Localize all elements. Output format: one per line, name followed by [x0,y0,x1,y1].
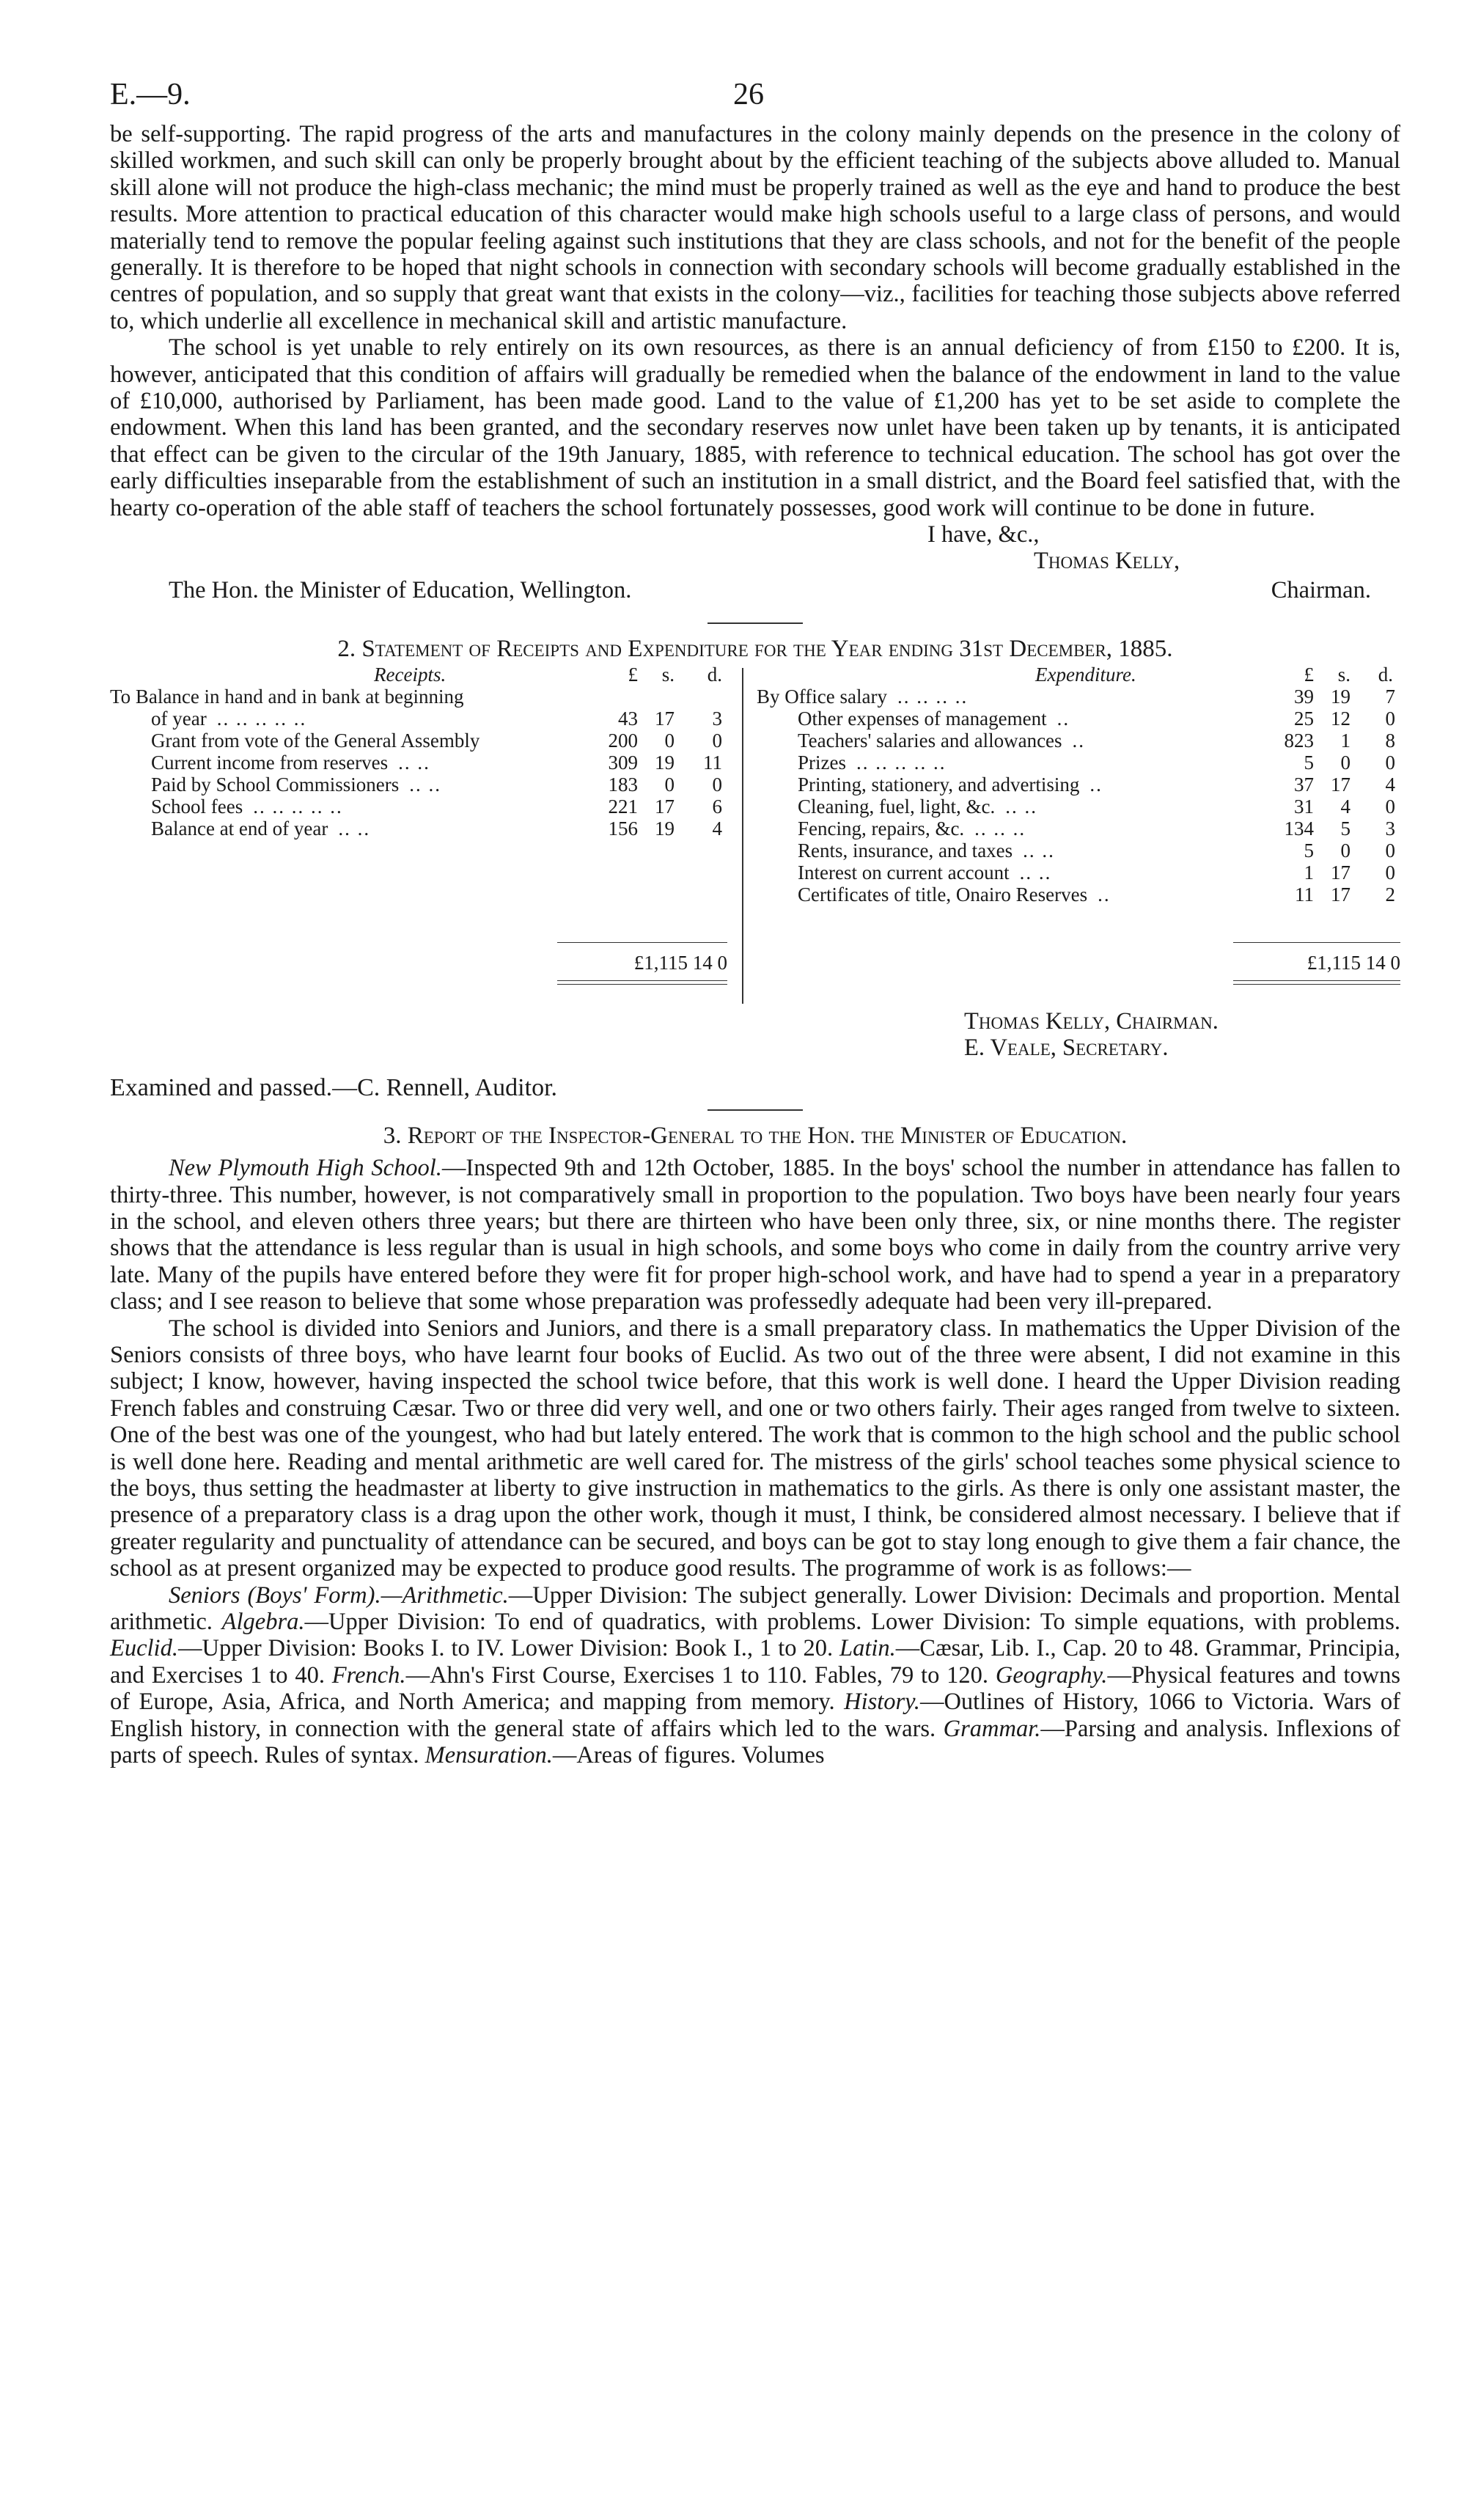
expenditure-shillings: 4 [1340,796,1350,818]
letter-signatory-row [110,548,1400,574]
expenditure-pounds: 1 [1304,862,1314,884]
receipts-label: Grant from vote of the General Assembly [151,730,480,752]
expenditure-pence: 0 [1385,796,1395,818]
programme-text: —Physical features and towns of Europe, Asia, Africa, and North America; and mapping from memory. [110,1661,1400,1716]
expenditure-pounds: 37 [1294,774,1314,796]
programme-of-work [110,1582,1400,1769]
expenditure-row [757,708,1400,730]
programme-subject: Seniors (Boys' Form).—Arithmetic. [169,1582,509,1609]
expenditure-label: Printing, stationery, and advertising [798,774,1080,796]
programme-subject: French. [331,1661,406,1689]
programme-subject: Grammar. [943,1715,1041,1742]
programme-text: —Upper Division: The subject generally. Lower Division: Decimals and proportion. Mental arithmetic. [110,1582,1400,1635]
programme-text: —Upper Division: To end of quadratics, with problems. Lower Division: To simple equations, with problems. [304,1609,1400,1635]
receipts-rows [110,686,727,840]
expenditure-row [757,818,1400,840]
expenditure-shillings-unit: s. [1337,664,1350,686]
receipts-dots: .. .. [409,774,441,796]
receipts-pounds: 221 [608,796,638,818]
receipts-pence: 3 [712,708,722,730]
receipts-row [110,774,727,796]
section-separator [708,622,803,624]
expenditure-shillings: 1 [1340,730,1350,752]
receipts-shillings: 0 [664,774,675,796]
expenditure-pounds: 5 [1304,840,1314,862]
receipts-pence: 4 [712,818,722,840]
expenditure-pounds: 5 [1304,752,1314,774]
report-paragraph-1-text: —Inspected 9th and 12th October, 1885. In the boys' school the number in attendance has fallen to thirty-three. This number, however, is not comparatively small in proportion to the population. Two boys have been nearly four years in the school, and eleven others three years; but there are thirteen who have been only three, six, or nine months there. The register shows that the attendance is less regular than is usual in high schools, and some boys who come in daily from the country arrive very late. Many of the pupils have entered before they were fit for proper high-school work, and have had to spend a year in a preparatory class; and I see reason to believe that some whose preparation was professedly adequate had been very ill-prepared. [110,1155,1401,1315]
receipts-row [110,686,727,708]
expenditure-label: Rents, insurance, and taxes [798,840,1013,862]
programme-text: —Ahn's First Course, Exercises 1 to 110. Fables, 79 to 120. [405,1661,996,1689]
receipts-shillings: 19 [655,818,675,840]
programme-subject: Latin. [839,1635,896,1662]
expenditure-shillings: 12 [1331,708,1350,730]
expenditure-title: Expenditure. [1035,664,1136,686]
receipts-shillings: 17 [655,708,675,730]
expenditure-dots: .. .. .. .. [897,686,969,708]
receipts-label: To Balance in hand and in bank at beginning [110,686,464,708]
programme-text: —Cæsar, Lib. I., Cap. 20 to 48. Grammar, Principia, and Exercises 1 to 40. [110,1635,1400,1689]
receipts-row [110,752,727,774]
expenditure-row [757,686,1400,708]
intro-paragraph: be self-supporting. The rapid progress of the arts and manufactures in the colony mainly depends on the presence in the colony of skilled workmen, and such skill can only be properly brought about by the efficient teaching of the subjects above alluded to. Manual skill alone will not produce the high-class mechanic; the mind must be properly trained as well as the eye and hand to produce the best results. More attention to practical education of this character would make high schools useful to a large class of persons, and would materially tend to remove the popular feeling against such institutions that they are class schools, and not for the benefit of the people generally. It is therefore to be hoped that night schools in connection with secondary schools will become gradually established in the centres of population, and so supply that great want that exists in the colony—viz., facilities for teaching those subjects above referred to, which underlie all excellence in mechanical skill and artistic manufacture. [110,121,1400,334]
receipts-dots: .. .. [398,752,430,774]
receipts-pence: 6 [712,796,722,818]
receipts-header [110,664,727,686]
receipts-row [110,708,727,730]
expenditure-pence: 2 [1385,884,1395,906]
expenditure-shillings: 0 [1340,752,1350,774]
expenditure-pence: 0 [1385,840,1395,862]
expenditure-shillings: 19 [1331,686,1350,708]
expenditure-pence: 3 [1385,818,1395,840]
expenditure-header [757,664,1400,686]
expenditure-pence: 7 [1385,686,1395,708]
letter-signoff-row [110,521,1400,548]
receipts-row [110,730,727,752]
expenditure-shillings: 0 [1340,840,1350,862]
report-school-name: New Plymouth High School. [169,1155,442,1182]
receipts-pence: 11 [703,752,722,774]
expenditure-row [757,796,1400,818]
receipts-pounds-unit: £ [628,664,638,686]
expenditure-label: Other expenses of management [798,708,1047,730]
expenditure-dots: .. .. [1019,862,1052,884]
programme-subject: Algebra. [221,1609,305,1635]
receipts-total-rule [557,942,727,943]
expenditure-pence-unit: d. [1378,664,1393,686]
expenditure-total-rule [1233,942,1400,943]
expenditure-pounds: 11 [1295,884,1314,906]
letter-title: Chairman. [1271,577,1371,604]
receipts-pence: 0 [712,730,722,752]
expenditure-label: Teachers' salaries and allowances [798,730,1062,752]
expenditure-pounds: 823 [1284,730,1314,752]
auditor-line: Examined and passed.—C. Rennell, Auditor. [110,1074,558,1102]
expenditure-row [757,862,1400,884]
programme-subject: Mensuration. [425,1742,553,1769]
receipts-label: Paid by School Commissioners [151,774,400,796]
expenditure-dots: .. .. .. .. .. [856,752,947,774]
receipts-column [110,664,727,974]
expenditure-shillings: 5 [1340,818,1350,840]
programme-subject: Euclid. [110,1635,178,1662]
receipts-shillings: 0 [664,730,675,752]
letter-sign-off: I have, &c., [927,521,1040,548]
receipts-dots: .. .. .. .. .. [253,796,343,818]
expenditure-total-underline [1233,980,1400,981]
section-separator-2 [708,1109,803,1111]
letter-address-row [110,577,1400,603]
expenditure-label: Interest on current account [798,862,1010,884]
letter-signatory: Thomas Kelly, [1034,548,1180,575]
receipts-dots: .. .. [338,818,371,840]
expenditure-dots: .. .. .. [974,818,1026,840]
statement-chairman: Thomas Kelly, Chairman. [964,1008,1219,1035]
expenditure-shillings: 17 [1331,862,1350,884]
programme-text: —Parsing and analysis. Inflexions of parts of speech. Rules of syntax. [110,1715,1400,1769]
expenditure-row [757,752,1400,774]
expenditure-total: £1,115 14 0 [1307,952,1400,974]
receipts-label: Current income from reserves [151,752,389,774]
receipts-pounds: 309 [608,752,638,774]
expenditure-row [757,884,1400,905]
receipts-pounds: 43 [618,708,638,730]
programme-text: —Outlines of History, 1066 to Victoria. Wars of English history, in connection with the general state of affairs which led to the wars. [110,1689,1401,1742]
page-header [110,70,1400,121]
expenditure-dots: .. [1056,708,1070,730]
statement-secretary: E. Veale, Secretary. [964,1035,1169,1062]
expenditure-pounds: 39 [1294,686,1314,708]
programme-text: —Upper Division: Books I. to IV. Lower Division: Book I., 1 to 20. [177,1635,840,1662]
expenditure-label: Fencing, repairs, &c. [798,818,965,840]
programme-subject: Geography. [995,1661,1108,1689]
expenditure-label: By Office salary [757,686,887,708]
expenditure-dots: .. [1098,884,1111,906]
expenditure-label: Prizes [798,752,846,774]
expenditure-rows [757,686,1400,905]
page-number: 26 [733,78,764,111]
expenditure-shillings: 17 [1331,884,1350,906]
document-reference: E.—9. [110,78,191,111]
expenditure-pounds-unit: £ [1304,664,1314,686]
programme-text: —Areas of figures. Volumes [552,1742,825,1769]
second-paragraph: The school is yet unable to rely entirely on its own resources, as there is an annual deficiency of from £150 to £200. It is, however, anticipated that this condition of affairs will gradually be remedied when the balance of the endowment in land to the value of £10,000, authorised by Parliament, has been made good. Land to the value of £1,200 has yet to be set aside to complete the endowment. When this land has been granted, and the secondary reserves now unlet have been taken up by tenants, it is anticipated that effect can be given to the circular of the 19th January, 1885, with reference to technical education. The school has got over the early difficulties inseparable from the establishment of such an institution in a small district, and the Board feel satisfied that, with the hearty co-operation of the able staff of teachers the school fortunately possesses, good work will continue to be done in future. [110,334,1400,521]
receipts-expenditure-ledger [110,664,1400,1008]
expenditure-row [757,840,1400,862]
receipts-pounds: 183 [608,774,638,796]
expenditure-label: Certificates of title, Onairo Reserves [798,884,1088,906]
receipts-pence: 0 [712,774,722,796]
expenditure-pence: 0 [1385,752,1395,774]
expenditure-dots: .. [1072,730,1086,752]
receipts-dots: .. .. .. .. .. [216,708,307,730]
receipts-shillings: 17 [655,796,675,818]
ledger-divider [742,668,743,1004]
expenditure-label: Cleaning, fuel, light, &c. [798,796,996,818]
report-heading: 3. Report of the Inspector-General to the Hon. the Minister of Education. [383,1123,1128,1150]
report-paragraph-1 [110,1155,1400,1315]
receipts-label: Balance at end of year [151,818,328,840]
expenditure-dots: .. .. [1005,796,1037,818]
receipts-total-double-underline [557,984,727,985]
expenditure-pounds: 134 [1284,818,1314,840]
receipts-pounds: 200 [608,730,638,752]
document-page [110,70,1400,1768]
statement-heading: 2. Statement of Receipts and Expenditure for the Year ending 31st December, 1885. [337,636,1173,663]
receipts-row [110,818,727,840]
receipts-total: £1,115 14 0 [633,952,727,974]
expenditure-shillings: 17 [1331,774,1350,796]
expenditure-row [757,730,1400,752]
letter-addressee: The Hon. the Minister of Education, Wellington. [169,577,632,604]
receipts-total-underline [557,980,727,981]
expenditure-pence: 4 [1385,774,1395,796]
expenditure-dots: .. [1089,774,1103,796]
expenditure-pence: 0 [1385,862,1395,884]
receipts-label: School fees [151,796,243,818]
receipts-row [110,796,727,818]
expenditure-pounds: 31 [1294,796,1314,818]
receipts-pounds: 156 [608,818,638,840]
expenditure-pence: 8 [1385,730,1395,752]
receipts-label: of year [151,708,207,730]
expenditure-column [757,664,1400,974]
expenditure-pence: 0 [1385,708,1395,730]
receipts-shillings-unit: s. [661,664,675,686]
report-paragraph-2: The school is divided into Seniors and Juniors, and there is a small preparatory class. In mathematics the Upper Division of the Seniors consists of three boys, who have learnt four books of Euclid. As two out of the three were absent, I did not examine in this subject; I know, however, having inspected the school twice before, that this work is well done. I heard the Upper Division reading French fables and construing Cæsar. Two or three did very well, and one or two others fairly. Their ages ranged from twelve to sixteen. One of the best was one of the youngest, who had but lately entered. The work that is common to the high school and the public school is well done here. Reading and mental arithmetic are well cared for. The mistress of the girls' school teaches some physical science to the boys, thus setting the headmaster at liberty to give instruction in mathematics to the girls. As there is only one assistant master, the presence of a preparatory class is a drag upon the other work, though it must, I think, be considered almost necessary. I believe that if greater regularity and punctuality of attendance can be secured, and boys can be got to stay long enough to give them a fair chance, the school as at present organized may be expected to produce good results. The programme of work is as follows:— [110,1315,1400,1582]
expenditure-dots: .. .. [1023,840,1055,862]
receipts-shillings: 19 [655,752,675,774]
expenditure-pounds: 25 [1294,708,1314,730]
expenditure-row [757,774,1400,796]
receipts-title: Receipts. [374,664,446,686]
expenditure-total-double-underline [1233,984,1400,985]
programme-subject: History. [844,1689,920,1716]
receipts-pence-unit: d. [707,664,722,686]
